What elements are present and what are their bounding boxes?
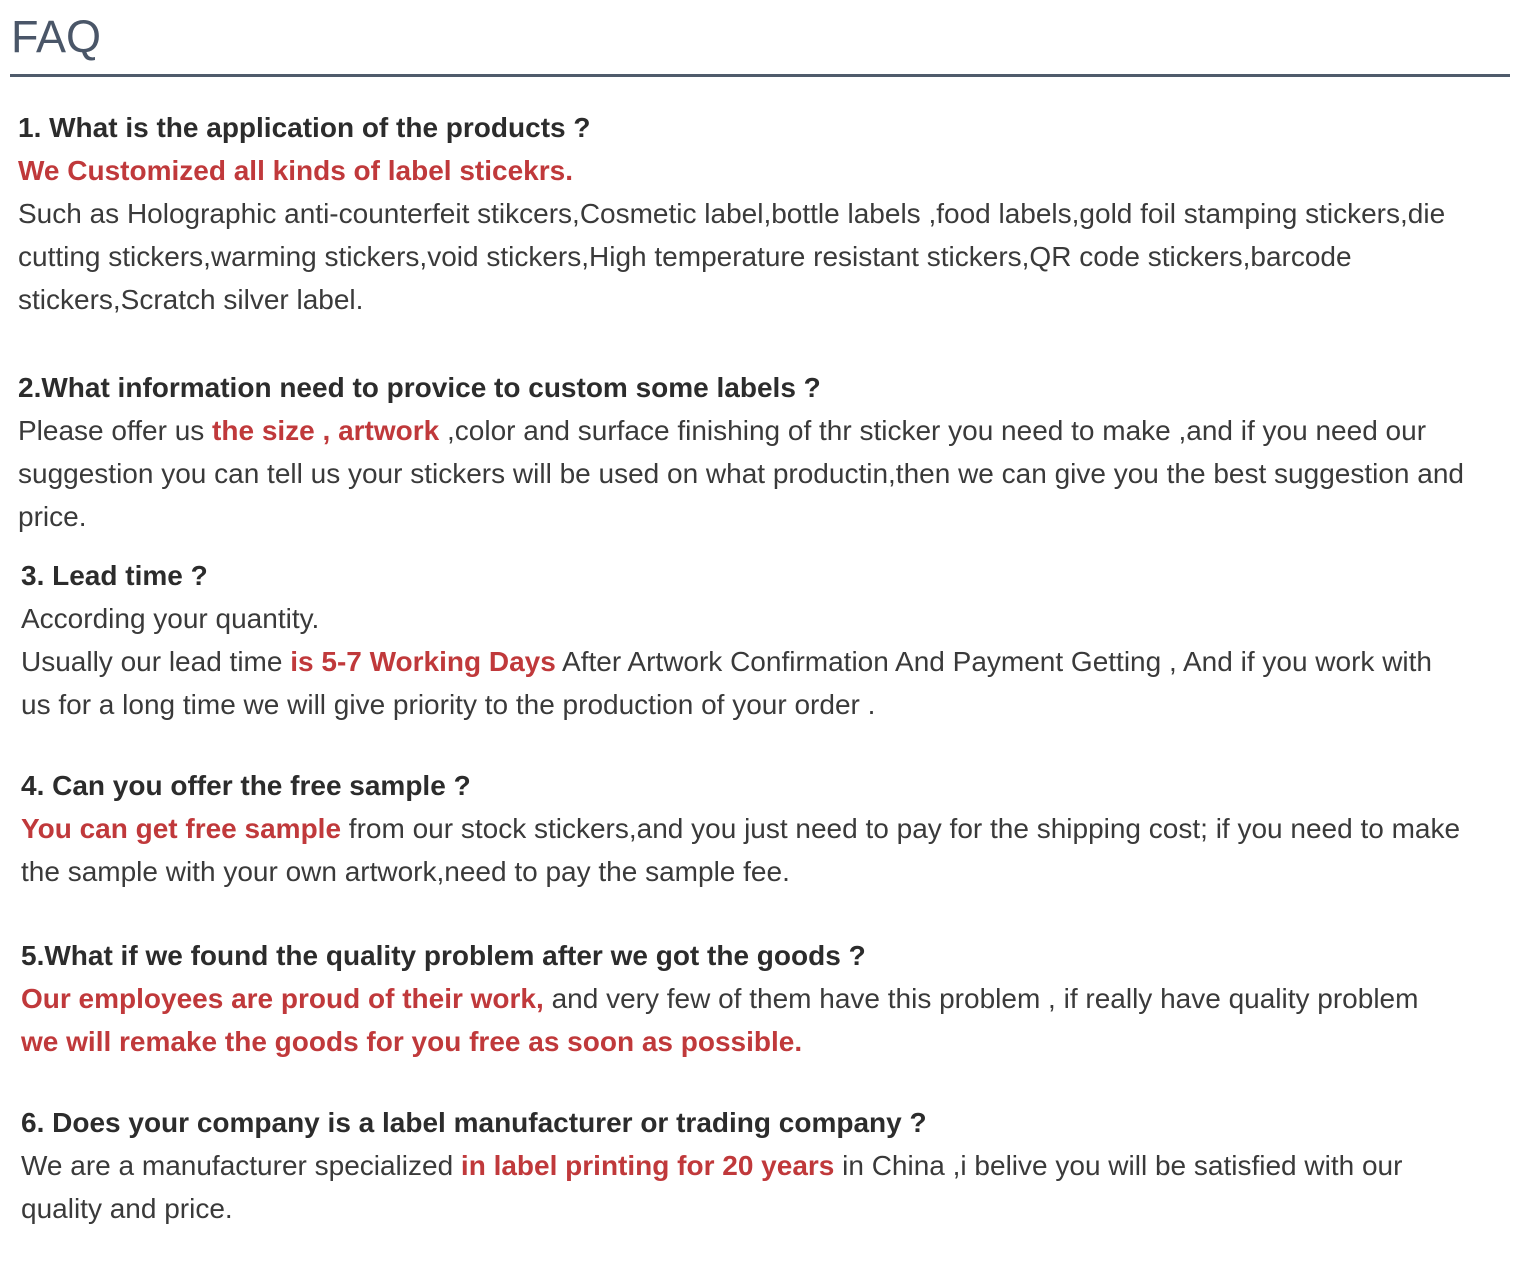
faq-question-2: 2.What information need to provice to custom some labels ? xyxy=(18,372,821,403)
faq-item-1 xyxy=(18,106,1488,321)
faq-answer-2-suffix: ,color and surface finishing of thr sticker you need to make ,and if you need our suggestion you can tell us your stickers will be used on what productin,then we can give you the best suggestion and price. xyxy=(18,415,1464,532)
faq-answer-6-highlight: in label printing for 20 years xyxy=(460,1150,835,1181)
faq-answer-3 xyxy=(21,640,1441,726)
faq-answer-2 xyxy=(18,409,1488,538)
faq-question-3: 3. Lead time ? xyxy=(21,560,208,591)
faq-answer-3-prefix: Usually our lead time xyxy=(21,646,291,677)
faq-answer-4-suffix: from our stock stickers,and you just need to pay for the shipping cost; if you need to make the sample with your own artwork,need to pay the sample fee. xyxy=(21,813,1461,887)
faq-answer-6 xyxy=(21,1144,1491,1230)
faq-answer-3-line1: According your quantity. xyxy=(21,603,320,634)
faq-answer-2-highlight: the size , artwork xyxy=(212,415,440,446)
faq-highlight-1: We Customized all kinds of label sticekrs. xyxy=(18,155,573,186)
faq-answer-5-highlight-1: Our employees are proud of their work, xyxy=(21,983,544,1014)
faq-answer-3-highlight: is 5-7 Working Days xyxy=(290,646,556,677)
faq-answer-5-middle: and very few of them have this problem , if really have quality problem xyxy=(543,983,1419,1014)
faq-question-6: 6. Does your company is a label manufacturer or trading company ? xyxy=(21,1107,927,1138)
faq-item-3 xyxy=(21,554,1441,726)
faq-answer-6-prefix: We are a manufacturer specialized xyxy=(21,1150,461,1181)
faq-answer-5-highlight-2: we will remake the goods for you free as soon as possible. xyxy=(21,1026,803,1057)
faq-answer-4 xyxy=(21,807,1471,893)
faq-answer-5 xyxy=(21,977,1441,1063)
faq-answer-6-suffix: in China ,i belive you will be satisfied with our quality and price. xyxy=(21,1150,1403,1224)
faq-question-4: 4. Can you offer the free sample ? xyxy=(21,770,471,801)
faq-question-5: 5.What if we found the quality problem after we got the goods ? xyxy=(21,940,866,971)
faq-answer-1: Such as Holographic anti-counterfeit stikcers,Cosmetic label,bottle labels ,food labels,gold foil stamping stickers,die cutting stickers,warming stickers,void stickers,High temperature resistant stickers,QR code stickers,barcode stickers,Scratch silver label. xyxy=(18,198,1446,315)
faq-item-4 xyxy=(21,764,1471,893)
faq-item-2 xyxy=(18,366,1488,538)
faq-item-5 xyxy=(21,934,1441,1063)
faq-question-1: 1. What is the application of the products ? xyxy=(18,112,591,143)
faq-answer-4-highlight: You can get free sample xyxy=(21,813,342,844)
faq-answer-2-prefix: Please offer us xyxy=(18,415,213,446)
faq-item-6 xyxy=(21,1101,1491,1230)
page-title: FAQ xyxy=(11,11,102,62)
faq-header xyxy=(10,0,1510,77)
faq-answer-3-suffix: After Artwork Confirmation And Payment Getting , And if you work with us for a long time we will give priority to the production of your order . xyxy=(21,646,1432,720)
